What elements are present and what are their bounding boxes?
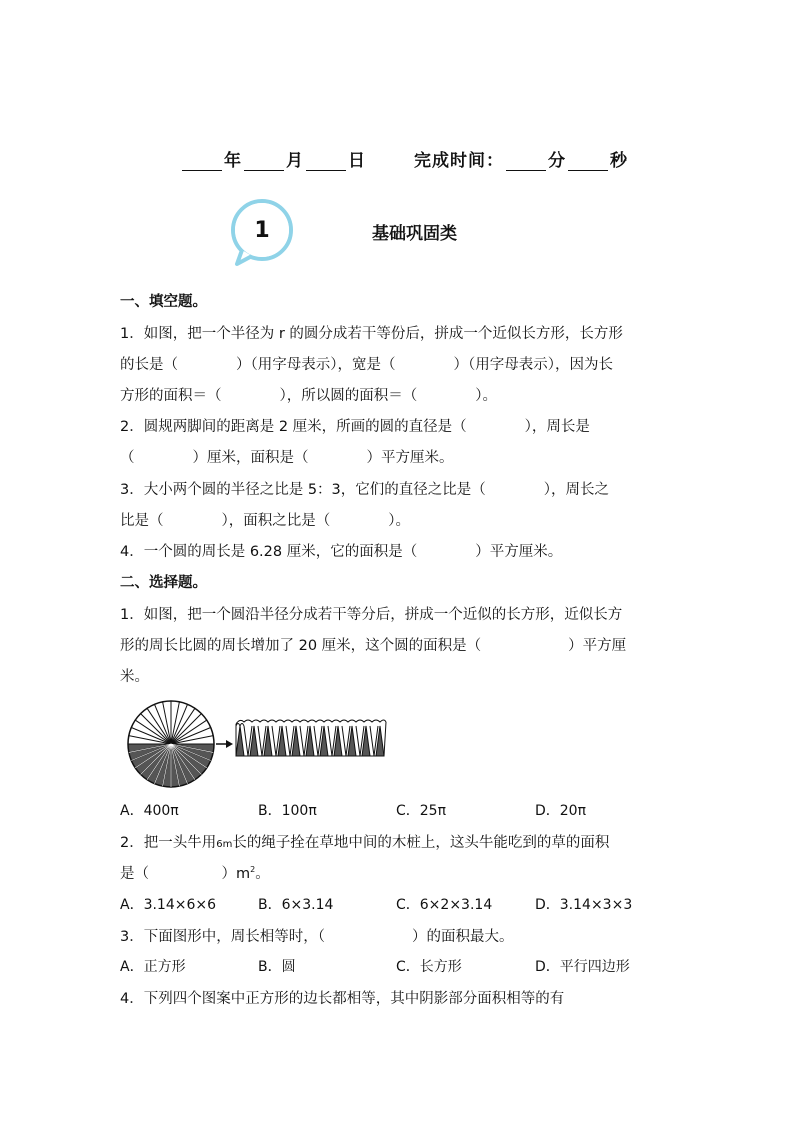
q2-text-end: 。: [255, 866, 270, 882]
q3-option-c: C．长方形: [396, 959, 462, 975]
q2-text-b: 长的绳子拴在草地中间的木桩上，这头牛能吃到的草的面积: [232, 835, 610, 851]
finish-time-label: 完成时间：: [414, 151, 504, 171]
fill-line-5: （ ）厘米，面积是（ ）平方厘米。: [120, 450, 454, 466]
divided-circle-icon: [128, 701, 214, 787]
q3-option-a: A．正方形: [120, 959, 186, 975]
minute-label: 分: [548, 151, 566, 171]
fill-line-6: 3．大小两个圆的半径之比是 5：3，它们的直径之比是（ ），周长之: [120, 482, 610, 498]
q1-line-2: 形的周长比圆的周长增加了 20 厘米，这个圆的面积是（ ）平方厘: [120, 638, 627, 654]
date-time-header: [180, 146, 628, 171]
fill-line-1: 1．如图，把一个半径为 r 的圆分成若干等份后，拼成一个近似长方形，长方形: [120, 326, 623, 342]
q2-option-a: A．3.14×6×6: [120, 897, 217, 913]
month-label: 月: [286, 151, 304, 171]
q1-option-a: A．400π: [120, 803, 179, 819]
q2-option-d: D．3.14×3×3: [535, 897, 633, 913]
section-number: 1: [254, 218, 270, 243]
q2-line-1: [120, 831, 609, 852]
q1-option-d: D．20π: [535, 803, 587, 819]
fill-line-7: 比是（ ），面积之比是（ ）。: [120, 513, 410, 529]
fill-line-2: 的长是（ ）（用字母表示），宽是（ ）（用字母表示），因为长: [120, 357, 613, 373]
rearranged-rectangle-icon: [236, 720, 386, 756]
minute-blank: [506, 152, 546, 171]
choice-section-title: 二、选择题。: [120, 575, 207, 591]
q2-text-c: 是（ ）m: [120, 866, 251, 882]
q3-option-b: B．圆: [258, 959, 296, 975]
q2-option-c: C．6×2×3.14: [396, 897, 493, 913]
arrow-right-icon: [216, 740, 233, 748]
second-blank: [568, 152, 608, 171]
day-blank: [306, 152, 346, 171]
q1-line-1: 1．如图，把一个圆沿半径分成若干等分后，拼成一个近似的长方形，近似长方: [120, 607, 623, 623]
q3-option-d: D．平行四边形: [535, 959, 630, 975]
q4-line: 4．下列四个图案中正方形的边长都相等，其中阴影部分面积相等的有: [120, 991, 565, 1007]
section-title: 基础巩固类: [372, 224, 457, 244]
q2-superscript: 2: [250, 865, 256, 875]
circle-rearrangement-figure: [126, 700, 388, 792]
q2-line-2: [120, 862, 270, 883]
month-blank: [244, 152, 284, 171]
q1-option-b: B．100π: [258, 803, 317, 819]
q1-option-c: C．25π: [396, 803, 447, 819]
fill-line-8: 4．一个圆的周长是 6.28 厘米，它的面积是（ ）平方厘米。: [120, 544, 563, 560]
fill-line-3: 方形的面积＝（ ），所以圆的面积＝（ ）。: [120, 388, 497, 404]
q2-option-b: B．6×3.14: [258, 897, 334, 913]
q3-line: 3．下面图形中，周长相等时，（ ）的面积最大。: [120, 929, 514, 945]
year-blank: [182, 152, 222, 171]
fill-section-title: 一、填空题。: [120, 294, 207, 310]
q2-text-a: 2．把一头牛用: [120, 835, 217, 851]
q1-line-3: 米。: [120, 669, 149, 685]
year-label: 年: [224, 151, 242, 171]
q2-unit: 6m: [216, 839, 233, 850]
second-label: 秒: [610, 151, 628, 171]
fill-line-4: 2．圆规两脚间的距离是 2 厘米，所画的圆的直径是（ ），周长是: [120, 419, 590, 435]
day-label: 日: [348, 151, 366, 171]
